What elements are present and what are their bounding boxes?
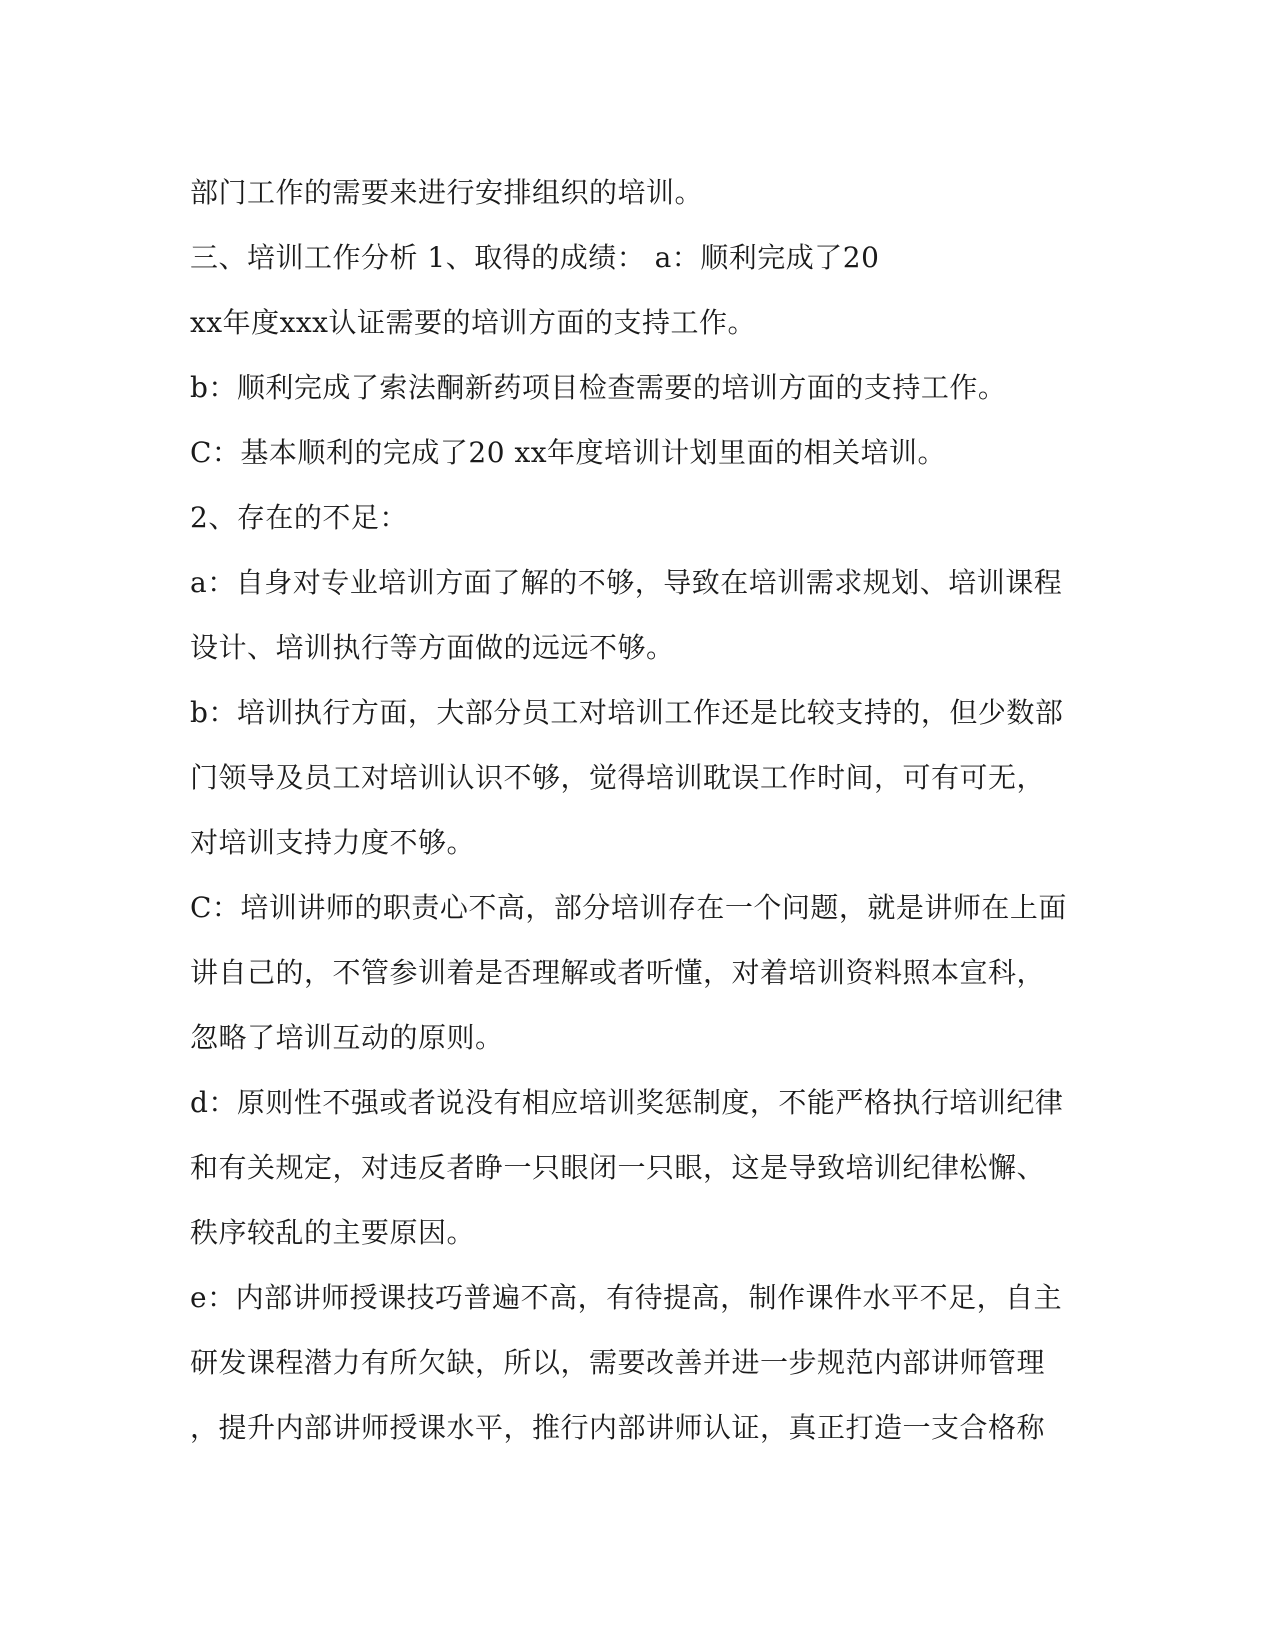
text-line: 研发课程潜力有所欠缺，所以，需要改善并进一步规范内部讲师管理 [190, 1346, 1046, 1379]
text-line: 部门工作的需要来进行安排组织的培训。 [190, 176, 704, 209]
text-line: 秩序较乱的主要原因。 [190, 1216, 476, 1249]
text-line: xx年度xxx认证需要的培训方面的支持工作。 [190, 306, 756, 339]
text-line: C：培训讲师的职责心不高，部分培训存在一个问题，就是讲师在上面 [190, 891, 1067, 924]
text-line: 和有关规定，对违反者睁一只眼闭一只眼，这是导致培训纪律松懈、 [190, 1151, 1046, 1184]
text-line: a：自身对专业培训方面了解的不够，导致在培训需求规划、培训课程 [190, 566, 1063, 599]
text-line: 2、存在的不足： [190, 501, 408, 534]
text-line: C：基本顺利的完成了20 xx年度培训计划里面的相关培训。 [190, 436, 947, 469]
text-line: e：内部讲师授课技巧普遍不高，有待提高，制作课件水平不足，自主 [190, 1281, 1063, 1314]
text-line: 设计、培训执行等方面做的远远不够。 [190, 631, 675, 664]
text-line: 忽略了培训互动的原则。 [190, 1021, 504, 1054]
text-line: 三、培训工作分析 1、取得的成绩： a：顺利完成了20 [190, 241, 880, 274]
text-line: ，提升内部讲师授课水平，推行内部讲师认证，真正打造一支合格称 [190, 1411, 1046, 1444]
text-line: b：培训执行方面，大部分员工对培训工作还是比较支持的，但少数部 [190, 696, 1064, 729]
text-line: 讲自己的，不管参训着是否理解或者听懂，对着培训资料照本宣科， [190, 956, 1046, 989]
text-line: b：顺利完成了索法酮新药项目检查需要的培训方面的支持工作。 [190, 371, 1007, 404]
text-line: d：原则性不强或者说没有相应培训奖惩制度，不能严格执行培训纪律 [190, 1086, 1064, 1119]
text-line: 对培训支持力度不够。 [190, 826, 476, 859]
body-text [190, 160, 1090, 1460]
text-line: 门领导及员工对培训认识不够，觉得培训耽误工作时间，可有可无， [190, 761, 1046, 794]
